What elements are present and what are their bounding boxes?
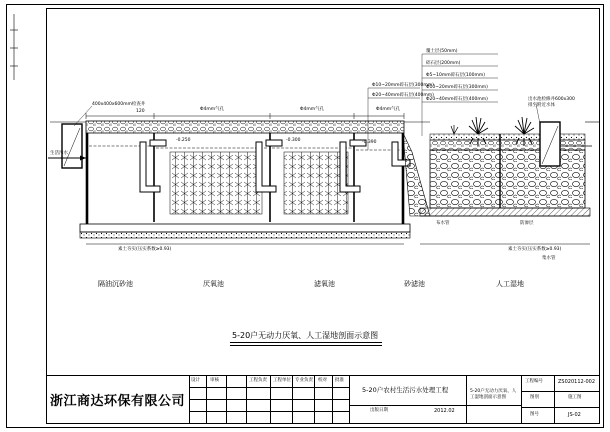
base-mid-label: 防渗层 xyxy=(520,221,534,226)
tb-header-check: 校对 xyxy=(318,378,327,383)
tb-col-line xyxy=(466,375,467,424)
tb-row-line xyxy=(189,387,349,388)
tb-row-line xyxy=(521,391,600,392)
layer-1: 覆土层(50mm) xyxy=(426,49,458,54)
tb-col-line xyxy=(521,375,522,424)
field-label-drawing-no: 图号 xyxy=(530,412,539,417)
tb-col-line xyxy=(349,375,350,424)
tb-col-line xyxy=(226,375,227,424)
unit-label-wetland: 人工湿地 xyxy=(496,280,524,288)
tb-col-line xyxy=(206,375,207,424)
cover-label: 400x400x600mm检查井 xyxy=(92,102,146,107)
tb-col-line xyxy=(270,375,271,424)
field-value-category: 施工图 xyxy=(568,395,582,400)
field-label-project-no: 工程编号 xyxy=(525,379,543,384)
media-left-1: Φ10~20mm碎石层(300mm) xyxy=(372,83,434,88)
company-name: 浙江商达环保有限公司 xyxy=(49,394,185,409)
project-sub: 出版日期 xyxy=(370,408,388,413)
tb-col-line xyxy=(292,375,293,424)
tb-col-line xyxy=(246,375,247,424)
field-label-category: 图别 xyxy=(530,395,539,400)
outlet-note-2: 排至附近水体 xyxy=(528,103,555,108)
tb-col-line xyxy=(554,375,555,424)
project-title: 5-20户农村生活污水处理工程 xyxy=(362,386,449,394)
section-title-underline xyxy=(230,342,382,343)
section-title: 5-20户无动力厌氧、人工湿地剖面示意图 xyxy=(232,331,379,340)
section-title-underline-2 xyxy=(230,345,382,346)
tb-header-review: 审核 xyxy=(210,378,219,383)
title-block xyxy=(46,375,600,424)
media-left-2: Φ20~40mm碎石层(400mm) xyxy=(372,93,434,98)
layer-2: 碎石层(200mm) xyxy=(426,61,461,66)
tb-row-line xyxy=(189,411,349,412)
tb-row-line xyxy=(349,405,521,406)
inlet-label: 生活污水 xyxy=(50,151,68,156)
unit-label-settle: 隔油沉砂池 xyxy=(98,280,133,288)
tb-col-line xyxy=(314,375,315,424)
dim-120: 120 xyxy=(136,109,145,114)
level-2: -0.300 xyxy=(286,138,301,143)
tb-row-line xyxy=(521,407,600,408)
level-1: -0.250 xyxy=(176,138,191,143)
pipe-size-2: Φ4mm气孔 xyxy=(300,107,325,112)
tb-col-line xyxy=(332,375,333,424)
tb-row-line xyxy=(189,399,349,400)
unit-label-filter: 滤氧池 xyxy=(314,280,335,288)
field-value-project-no: ZS020112-002 xyxy=(558,379,596,385)
layer-4: Φ10~20mm碎石层(300mm) xyxy=(426,85,488,90)
tb-header-eng-lead: 工程负责 xyxy=(249,378,267,383)
pipe-size-3: Φ4mm气孔 xyxy=(376,107,401,112)
base-left-label: 素土夯实(压实系数≥0.93) xyxy=(118,247,172,252)
level-3: -0.390 xyxy=(362,140,377,145)
pipe-size-1: Φ4mm气孔 xyxy=(200,107,225,112)
tb-header-approve: 批准 xyxy=(335,378,344,383)
layer-5: Φ20~40mm碎石层(400mm) xyxy=(426,97,488,102)
layer-3: Φ5~10mm碎石层(100mm) xyxy=(426,73,486,78)
unit-label-anaerobic: 厌氧池 xyxy=(203,280,224,288)
unit-label-sand: 砂滤池 xyxy=(404,280,425,288)
tb-header-spec-lead: 专业负责 xyxy=(295,378,313,383)
wet-label-2: 集水管 xyxy=(542,256,556,261)
base-right-label: 素土夯实(压实系数≥0.93) xyxy=(508,247,562,252)
field-value-drawing-no: JS-02 xyxy=(568,412,581,418)
drawing-name: 5-20户无动力厌氧、人工湿地剖面示意图 xyxy=(470,389,517,400)
wet-label: 布水管 xyxy=(436,221,450,226)
tb-header-eng-unit: 工程单位 xyxy=(273,378,291,383)
tb-header-design: 设计 xyxy=(191,378,200,383)
outlet-note: 出水池检修井600x300 xyxy=(528,97,575,102)
project-date: 2012.02 xyxy=(434,408,455,414)
